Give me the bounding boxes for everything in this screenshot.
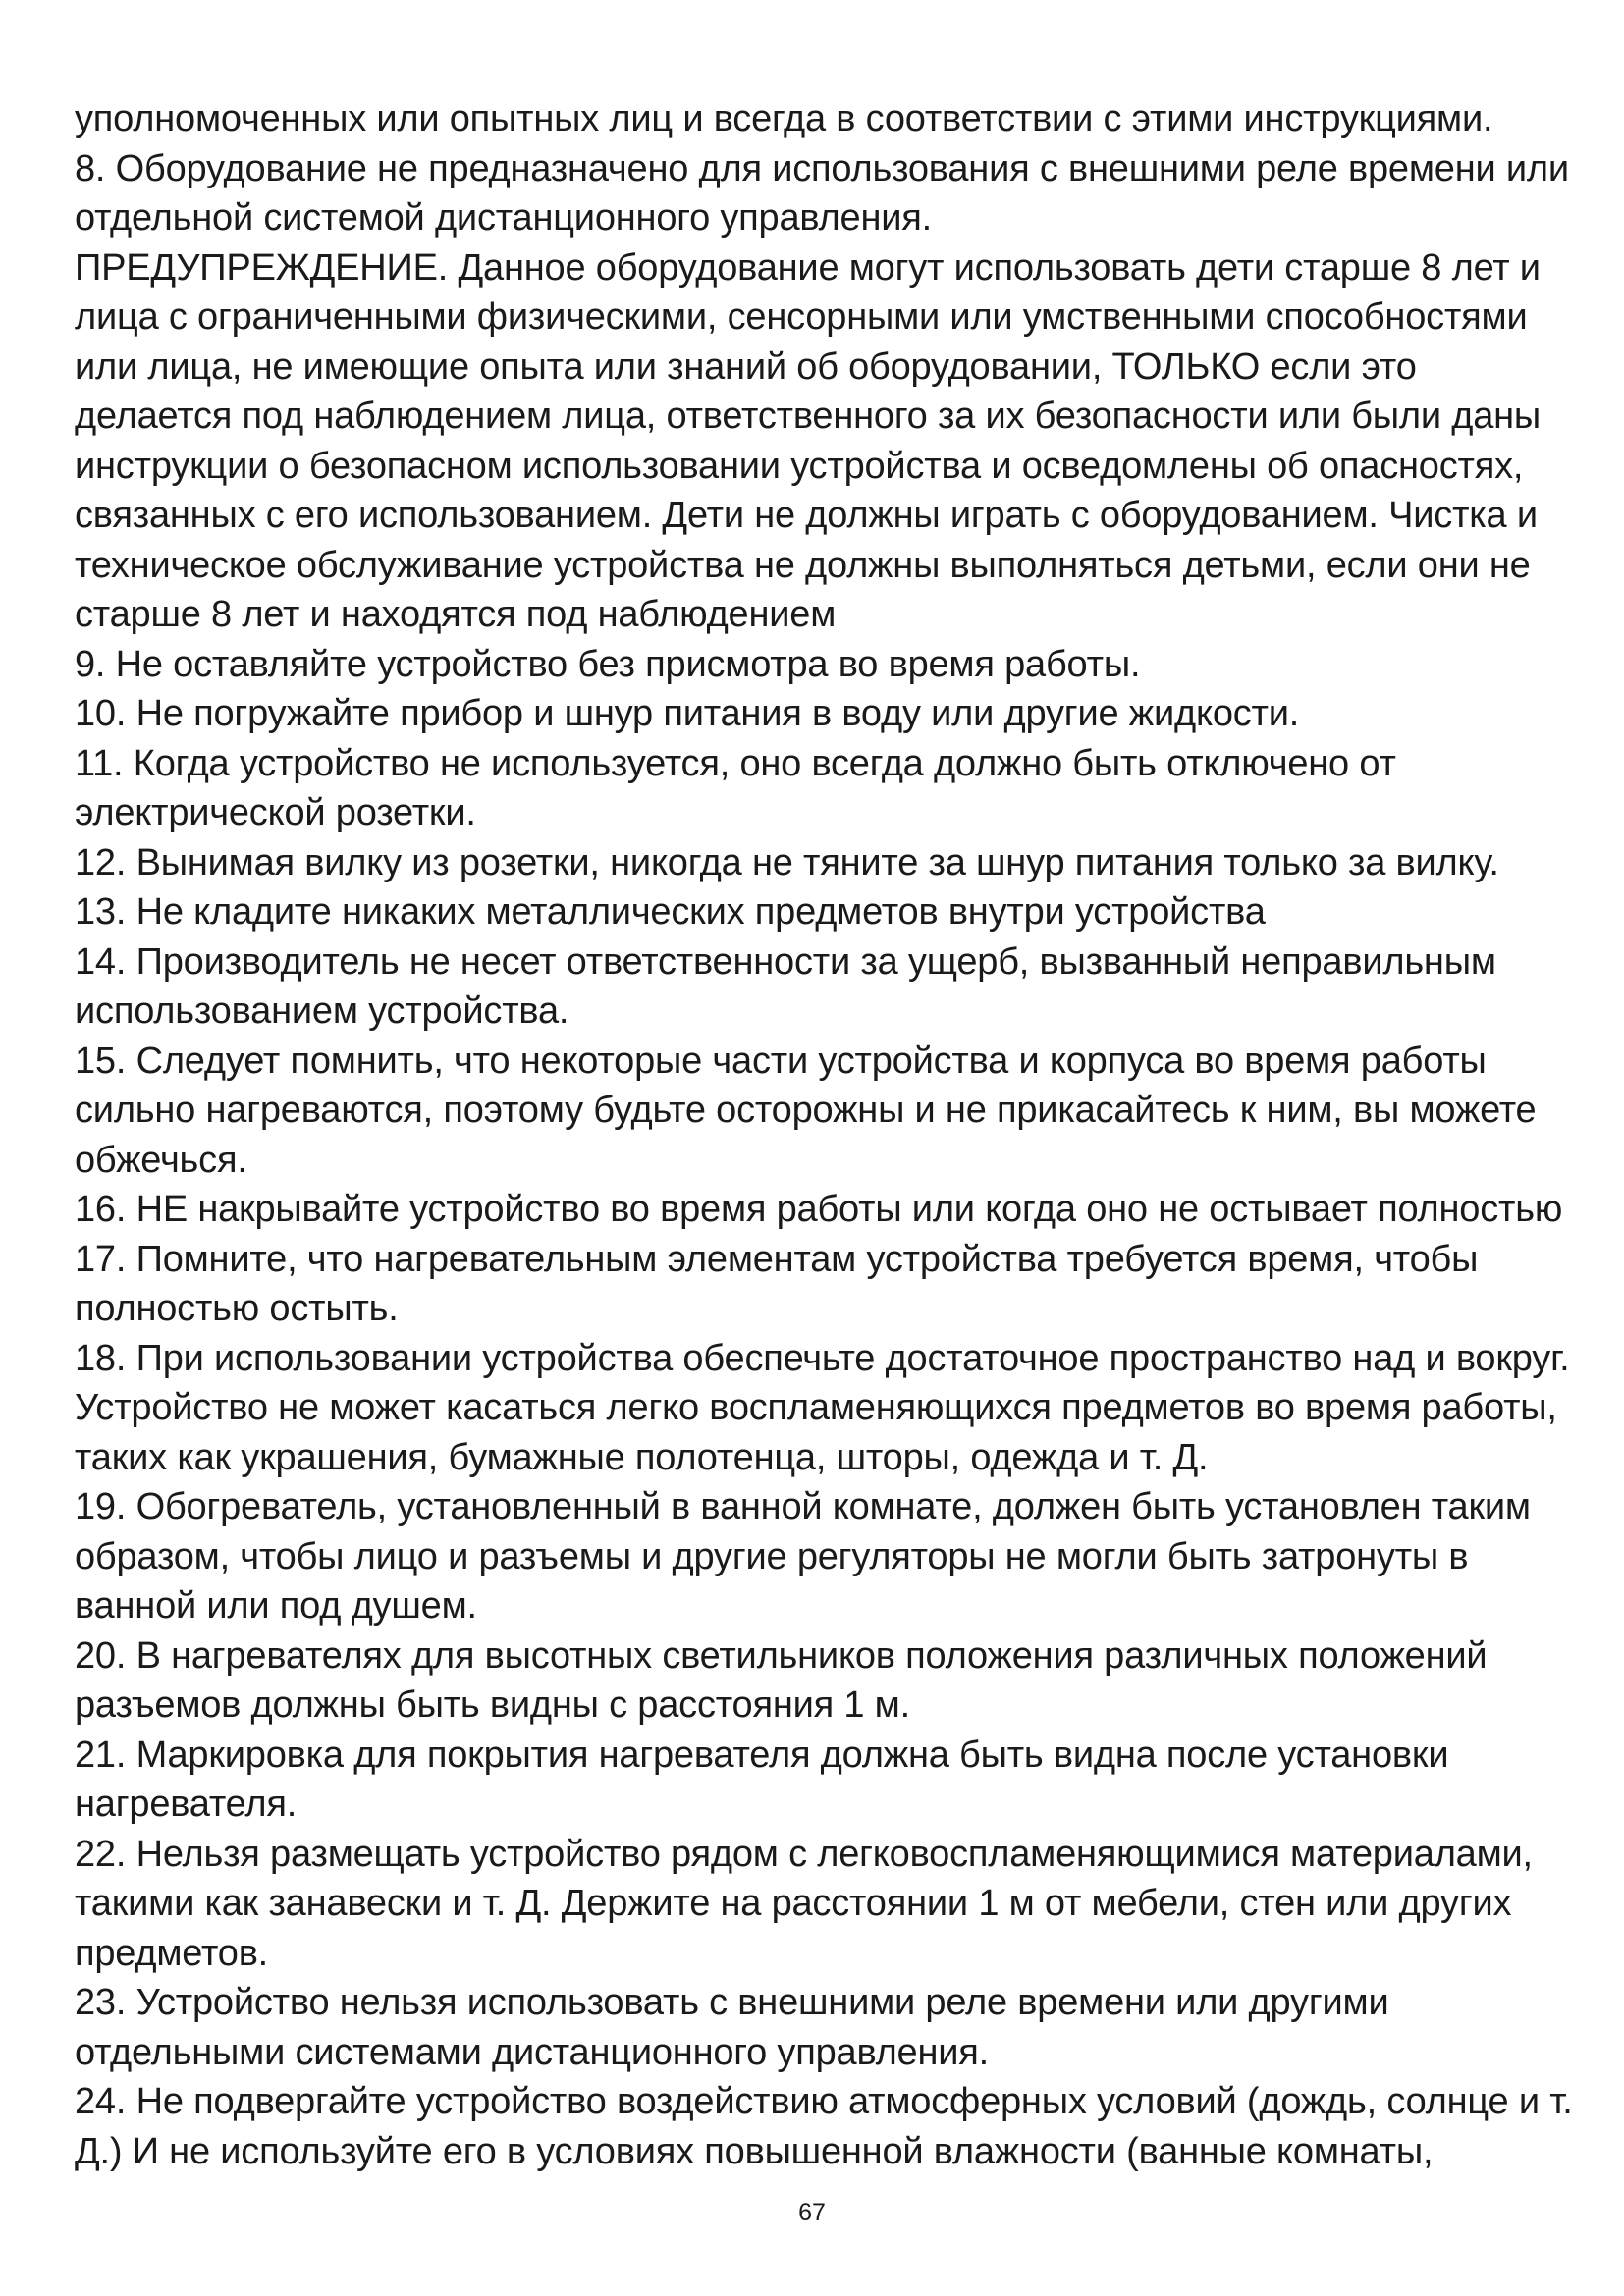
paragraph: 10. Не погружайте прибор и шнур питания в воду или другие жидкости. <box>75 693 1300 734</box>
paragraph: 23. Устройство нельзя использовать с внешними реле времени или другими отдельными системами дистанционного управления. <box>75 1982 1389 2073</box>
paragraph: 24. Не подвергайте устройство воздействию атмосферных условий (дождь, солнце и т. Д.) И не используйте его в условиях повышенной влажности (ванные комнаты, <box>75 2081 1573 2172</box>
document-body <box>75 94 1577 2176</box>
paragraph: 17. Помните, что нагревательным элементам устройства требуется время, чтобы полностью остыть. <box>75 1238 1479 1329</box>
paragraph: уполномоченных или опытных лиц и всегда в соответствии с этими инструкциями. <box>75 98 1493 139</box>
page-number: 67 <box>798 2199 826 2226</box>
paragraph: 14. Производитель не несет ответственности за ущерб, вызванный неправильным использованием устройства. <box>75 940 1496 1032</box>
paragraph: 16. НЕ накрывайте устройство во время работы или когда оно не остывает полностью <box>75 1189 1563 1230</box>
paragraph: 19. Обогреватель, установленный в ванной комнате, должен быть установлен таким образом, чтобы лицо и разъемы и другие регуляторы не могли быть затронуты в ванной или под душем. <box>75 1486 1531 1627</box>
paragraph: 20. В нагревателях для высотных светильников положения различных положений разъемов должны быть видны с расстояния 1 м. <box>75 1634 1488 1726</box>
paragraph: 9. Не оставляйте устройство без присмотра во время работы. <box>75 643 1141 685</box>
paragraph: 11. Когда устройство не используется, оно всегда должно быть отключено от электрической розетки. <box>75 742 1396 833</box>
paragraph: 22. Нельзя размещать устройство рядом с легковоспламеняющимися материалами, такими как занавески и т. Д. Держите на расстоянии 1 м от мебели, стен или других предметов. <box>75 1833 1533 1974</box>
paragraph: 18. При использовании устройства обеспечьте достаточное пространство над и вокруг. Устройство не может касаться легко воспламеняющихся предметов во время работы, таких как украшения, бумажные полотенца, шторы, одежда и т. Д. <box>75 1337 1570 1478</box>
paragraph: 8. Оборудование не предназначено для использования с внешними реле времени или отдельной системой дистанционного управления. <box>75 147 1569 239</box>
paragraph: 15. Следует помнить, что некоторые части устройства и корпуса во время работы сильно нагреваются, поэтому будьте осторожны и не прикасайтесь к ним, вы можете обжечься. <box>75 1040 1537 1181</box>
paragraph: 12. Вынимая вилку из розетки, никогда не тяните за шнур питания только за вилку. <box>75 841 1499 883</box>
paragraph: 13. Не кладите никаких металлических предметов внутри устройства <box>75 891 1266 933</box>
warning-paragraph: ПРЕДУПРЕЖДЕНИЕ. Данное оборудование могут использовать дети старше 8 лет и лица с ограниченными физическими, сенсорными или умственными способностями или лица, не имеющие опыта или знаний об оборудовании, ТОЛЬКО если это делается под наблюдением лица, ответственного за их безопасности или были даны инструкции о безопасном использовании устройства и осведомлены об опасностях, связанных с его использованием. Дети не должны играть с оборудованием. Чистка и техническое обслуживание устройства не должны выполняться детьми, если они не старше 8 лет и находятся под наблюдением <box>75 246 1542 635</box>
paragraph: 21. Маркировка для покрытия нагревателя должна быть видна после установки нагревателя. <box>75 1734 1449 1825</box>
